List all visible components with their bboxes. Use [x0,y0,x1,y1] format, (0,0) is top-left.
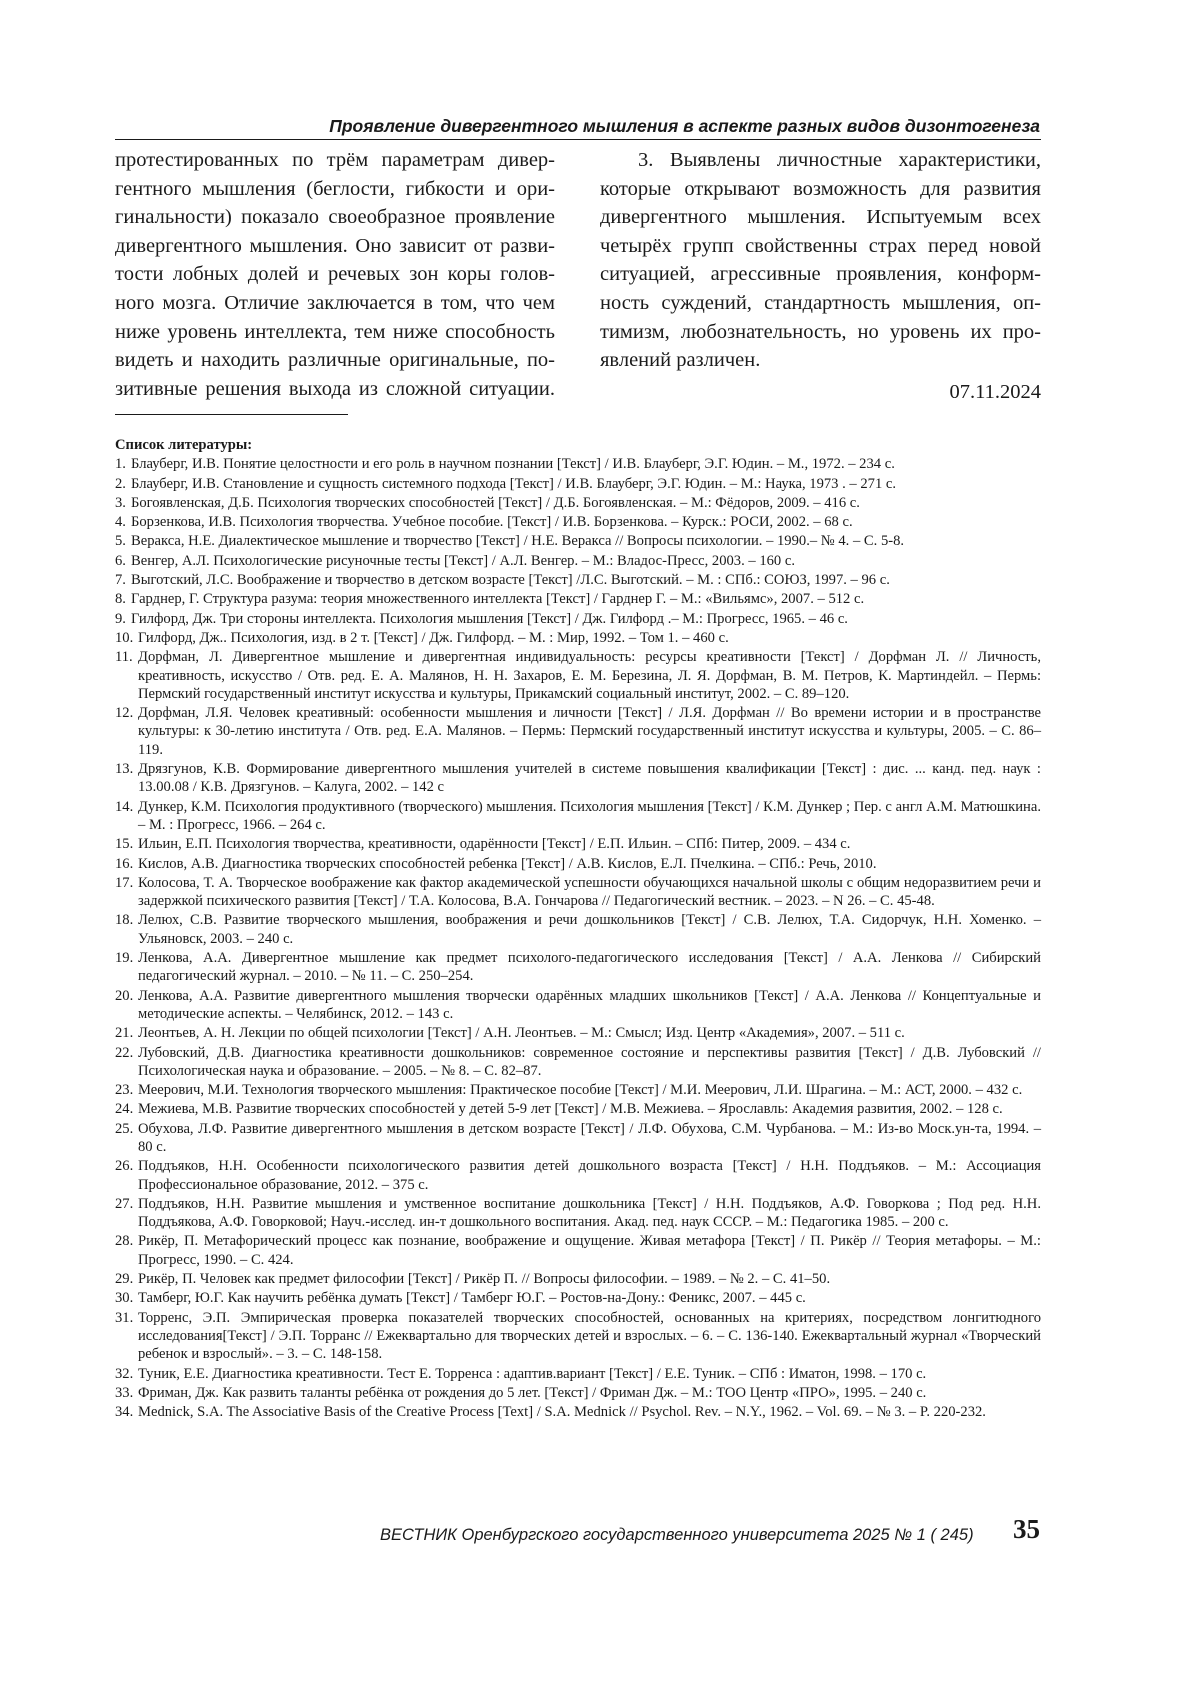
body-line: гинальности) показало своеобразное проявление [115,206,555,229]
reference-text: Веракса, Н.Е. Диалектическое мышление и творчество [Текст] / Н.Е. Веракса // Вопросы психологии. – 1990.– № 4. – С. 5-8. [131,533,905,550]
body-line: гентного мышления (беглости, гибкости и ори- [115,177,555,200]
reference-text: Дорфман, Л.Я. Человек креативный: особенности мышления и личности [Текст] / Л.Я. Дорфман // Во времени истории и в пространстве культуры: к 30-летию института / Отв. ред. Е.А. Малянов. – Пермь: Пермский государственный институт искусства и культуры, 2005. – С. 86–119. [138,705,1041,758]
reference-text: Mednick, S.A. The Associative Basis of the Creative Process [Text] / S.A. Mednick // Psychol. Rev. – N.Y., 1962. – Vol. 69. – № 3. – P. 220-232. [138,1404,986,1421]
reference-item [115,835,1041,853]
reference-item [115,874,1041,911]
reference-number: 19. [115,950,134,967]
reference-item [115,629,1041,647]
reference-item [115,1384,1041,1402]
reference-number: 6. [115,552,126,569]
reference-text: Богоявленская, Д.Б. Психология творческих способностей [Текст] / Д.Б. Богоявленская. – М.: Фёдоров, 2009. – 416 с. [131,494,860,511]
body-line: ность суждений, стандартность мышления, оп- [600,291,1041,314]
reference-item [115,610,1041,628]
reference-number: 29. [115,1271,134,1288]
body-line: протестированных по трём параметрам дивер- [115,149,555,171]
reference-number: 11. [115,649,133,666]
body-line: тимизм, любознательность, но уровень их про- [600,320,1041,343]
reference-number: 30. [115,1290,134,1307]
reference-item [115,1024,1041,1042]
article-date: 07.11.2024 [949,380,1041,403]
reference-text: Леонтьев, А. Н. Лекции по общей психологии [Текст] / А.Н. Леонтьев. – М.: Смысл; Изд. Центр «Академия», 2007. – 511 с. [138,1025,905,1042]
reference-number: 24. [115,1101,134,1118]
footer-journal-title: ВЕСТНИК Оренбургского государственного университета 2025 № 1 ( 245) [380,1526,974,1544]
reference-number: 7. [115,572,126,589]
reference-number: 8. [115,591,126,608]
reference-item [115,455,1041,473]
reference-text: Гилфорд, Дж.. Психология, изд. в 2 т. [Текст] / Дж. Гилфорд. – М. : Мир, 1992. – Том 1. – 460 с. [138,629,729,646]
reference-item [115,1195,1041,1232]
reference-number: 28. [115,1233,134,1250]
reference-item [115,1403,1041,1421]
reference-text: Рикёр, П. Человек как предмет философии [Текст] / Рикёр П. // Вопросы философии. – 1989. – № 2. – С. 41–50. [138,1271,831,1288]
reference-item [115,704,1041,759]
reference-text: Лелюх, С.В. Развитие творческого мышления, воображения и речи дошкольников [Текст] / С.В. Лелюх, Т.А. Сидорчук, Н.Н. Хоменко. – Ульяновск, 2003. – 240 с. [138,912,1041,947]
reference-item [115,949,1041,986]
reference-number: 32. [115,1365,134,1382]
reference-item [115,1120,1041,1157]
reference-text: Тамберг, Ю.Г. Как научить ребёнка думать [Текст] / Тамберг Ю.Г. – Ростов-на-Дону.: Феникс, 2007. – 445 с. [138,1290,806,1307]
body-line: ниже уровень интеллекта, тем ниже способность [115,320,555,343]
reference-item [115,1100,1041,1118]
reference-number: 10. [115,629,134,646]
reference-text: Блауберг, И.В. Понятие целостности и его роль в научном познании [Текст] / И.В. Блауберг, Э.Г. Юдин. – М., 1972. – 234 с. [131,456,895,473]
reference-number: 3. [115,494,126,511]
reference-text: Гилфорд, Дж. Три стороны интеллекта. Психология мышления [Текст] / Дж. Гилфорд .– М.: Прогресс, 1965. – 46 с. [131,610,848,627]
reference-text: Фриман, Дж. Как развить таланты ребёнка от рождения до 5 лет. [Текст] / Фриман Дж. – М.: ТОО Центр «ПРО», 1995. – 240 с. [138,1384,927,1401]
references-rule [115,414,348,415]
reference-number: 25. [115,1120,134,1137]
reference-number: 34. [115,1404,134,1421]
references-section [115,436,1041,1422]
reference-number: 18. [115,912,134,929]
reference-item [115,1270,1041,1288]
reference-number: 22. [115,1044,134,1061]
reference-text: Кислов, А.В. Диагностика творческих способностей ребенка [Текст] / А.В. Кислов, Е.Л. Пчелкина. – СПб.: Речь, 2010. [138,855,877,872]
running-title: Проявление дивергентного мышления в аспекте разных видов дизонтогенеза [329,116,1040,136]
reference-number: 23. [115,1082,134,1099]
reference-text: Ильин, Е.П. Психология творчества, креативности, одарённости [Текст] / Е.П. Ильин. – СПб: Питер, 2009. – 434 с. [138,836,851,853]
reference-number: 12. [115,705,134,722]
reference-item [115,494,1041,512]
reference-item [115,1365,1041,1383]
reference-text: Блауберг, И.В. Становление и сущность системного подхода [Текст] / И.В. Блауберг, Э.Г. Юдин. – М.: Наука, 1973 . – 271 с. [131,475,897,492]
body-line: которые открывают возможность для развития [600,177,1041,200]
body-line: четырёх групп свойственны страх перед новой [600,234,1041,257]
reference-number: 13. [115,761,134,778]
reference-text: Торренс, Э.П. Эмпирическая проверка показателей творческих способностей, основанных на критериях, посредством лонгитюдного исследования[Текст] / Э.П. Торранс // Ежеквартально для творческих детей и взрослых. – 6. – С. 136-140. Ежеквартальный журнал «Творческий ребенок и взрослый». – 3. – С. 148-158. [138,1309,1041,1363]
reference-text: Выготский, Л.С. Воображение и творчество в детском возрасте [Текст] /Л.С. Выготский. – М. : СПб.: СОЮЗ, 1997. – 96 с. [131,572,890,589]
reference-item [115,987,1041,1024]
body-line: видеть и находить различные оригинальные, по- [115,349,555,372]
references-list [115,455,1041,1421]
reference-text: Ленкова, А.А. Развитие дивергентного мышления творчески одарённых младших школьников [Текст] / А.А. Ленкова // Концептуальные и методические аспекты. – Челябинск, 2012. – 143 с. [138,987,1041,1022]
reference-number: 2. [115,475,126,492]
body-line: ного мозга. Отличие заключается в том, что чем [115,291,555,314]
reference-item [115,1044,1041,1081]
reference-item [115,798,1041,835]
reference-item [115,1289,1041,1307]
reference-text: Лубовский, Д.В. Диагностика креативности дошкольников: современное состояние и перспективы развития [Текст] / Д.В. Лубовский // Психологическая наука и образование. – 2005. – № 8. – С. 82–87. [138,1044,1041,1079]
body-line: тости лобных долей и речевых зон коры голов- [115,263,555,286]
reference-number: 20. [115,987,134,1004]
reference-text: Рикёр, П. Метафорический процесс как познание, воображение и ощущение. Живая метафора [Текст] / П. Рикёр // Теория метафоры. – М.: Прогресс, 1990. – С. 424. [138,1233,1041,1268]
body-line: явлений различен. [600,349,761,372]
reference-text: Меерович, М.И. Технология творческого мышления: Практическое пособие [Текст] / М.И. Меерович, Л.И. Шрагина. – М.: АСТ, 2000. – 432 с. [138,1082,1023,1099]
reference-item [115,1081,1041,1099]
reference-number: 26. [115,1158,134,1175]
header-rule [115,139,1041,140]
reference-item [115,1309,1041,1364]
reference-text: Борзенкова, И.В. Психология творчества. Учебное пособие. [Текст] / И.В. Борзенкова. – Курск.: РОСИ, 2002. – 68 с. [131,514,853,531]
page-number: 35 [1013,1514,1040,1544]
body-column-left [115,146,555,403]
body-line: зитивные решения выхода из сложной ситуации. [115,377,555,400]
reference-item [115,532,1041,550]
reference-item [115,1157,1041,1194]
reference-number: 27. [115,1195,134,1212]
reference-item [115,475,1041,493]
reference-item [115,911,1041,948]
reference-item [115,855,1041,873]
reference-text: Дрязгунов, К.В. Формирование дивергентного мышления учителей в системе повышения квалификации [Текст] : дис. ... канд. пед. наук : 13.00.08 / К.В. Дрязгунов. – Калуга, 2002. – 142 с [138,761,1041,796]
reference-item [115,552,1041,570]
body-line: ситуацией, агрессивные проявления, конформ- [600,263,1041,286]
reference-text: Ленкова, А.А. Дивергентное мышление как предмет психолого-педагогического исследования [Текст] / А.А. Ленкова // Сибирский педагогический журнал. – 2010. – № 11. – С. 250–254. [138,950,1041,985]
reference-text: Межиева, М.В. Развитие творческих способностей у детей 5-9 лет [Текст] / М.В. Межиева. – Ярославль: Академия развития, 2002. – 128 с. [138,1101,1003,1118]
reference-text: Дункер, К.М. Психология продуктивного (творческого) мышления. Психология мышления [Текст] / К.М. Дункер ; Пер. с англ А.М. Матюшкина. – М. : Прогресс, 1966. – 264 с. [138,798,1041,833]
reference-number: 21. [115,1025,134,1042]
reference-item [115,1232,1041,1269]
reference-text: Поддъяков, Н.Н. Развитие мышления и умственное воспитание дошкольника [Текст] / Н.Н. Поддъяков, А.Ф. Говоркова ; Под ред. Н.Н. Поддъякова, А.Ф. Говорковой; Науч.-исслед. ин-т дошкольного воспитания. Акад. пед. наук СССР. – М.: Педагогика 1985. – 200 с. [138,1195,1041,1231]
reference-text: Гарднер, Г. Структура разума: теория множественного интеллекта [Текст] / Гарднер Г. – М.: «Вильямс», 2007. – 512 с. [131,591,865,608]
reference-item [115,513,1041,531]
body-line: 3. Выявлены личностные характеристики, [638,149,1041,171]
reference-item [115,571,1041,589]
reference-number: 17. [115,874,134,891]
body-column-right [600,146,1041,406]
body-line: дивергентного мышления. Испытуемым всех [600,206,1041,229]
reference-number: 5. [115,533,126,550]
reference-number: 33. [115,1384,134,1401]
reference-text: Туник, Е.Е. Диагностика креативности. Тест Е. Торренса : адаптив.вариант [Текст] / Е.Е. Туник. – СПб : Иматон, 1998. – 170 с. [138,1365,927,1382]
reference-number: 31. [115,1309,134,1326]
reference-text: Поддъяков, Н.Н. Особенности психологического развития детей дошкольного возраста [Текст] / Н.Н. Поддъяков. – М.: Ассоциация Профессиональное образование, 2012. – 375 с. [138,1158,1041,1193]
reference-item [115,648,1041,703]
reference-number: 4. [115,514,126,531]
reference-text: Дорфман, Л. Дивергентное мышление и дивергентная индивидуальность: ресурсы креативности [Текст] / Дорфман Л. // Личность, креативность, искусство / Отв. ред. Е. А. Малянов, Н. Н. Захаров, Е. М. Березина, Л. Я. Дорфман, В. М. Петров, К. Мартиндейл. – Пермь: Пермский государственный институт искусства и культуры, Прикамский социальный институт, 2002. – С. 89–120. [138,649,1041,702]
reference-number: 16. [115,855,134,872]
reference-item [115,760,1041,797]
reference-number: 15. [115,836,134,853]
reference-number: 1. [115,456,126,473]
body-line: дивергентного мышления. Оно зависит от разви- [115,234,555,257]
reference-text: Обухова, Л.Ф. Развитие дивергентного мышления в детском возрасте [Текст] / Л.Ф. Обухова, С.М. Чурбанова. – М.: Из-во Моск.ун-та, 1994. – 80 с. [138,1120,1041,1155]
reference-number: 9. [115,610,126,627]
reference-item [115,590,1041,608]
reference-number: 14. [115,798,134,815]
reference-text: Колосова, Т. А. Творческое воображение как фактор академической успешности обучающихся начальной школы с общим недоразвитием речи и задержкой психического развития [Текст] / Т.А. Колосова, В.А. Гончарова // Педагогический вестник. – 2023. – N 26. – С. 45-48. [138,874,1041,910]
reference-text: Венгер, А.Л. Психологические рисуночные тесты [Текст] / А.Л. Венгер. – М.: Владос-Пресс, 2003. – 160 с. [131,552,795,569]
references-heading: Список литературы: [115,437,253,453]
